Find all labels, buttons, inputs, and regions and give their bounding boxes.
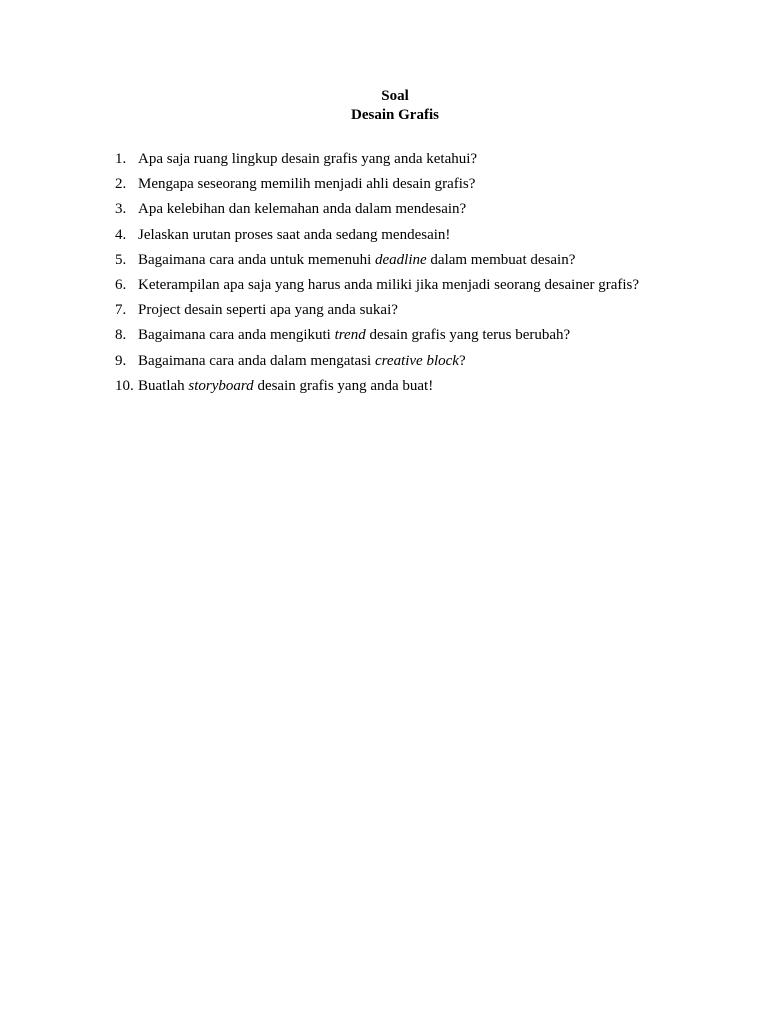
question-text-part: Jelaskan urutan proses saat anda sedang mendesain!	[138, 226, 451, 243]
question-text-part: Apa saja ruang lingkup desain grafis yang anda ketahui?	[138, 151, 478, 167]
question-number: 9.	[115, 352, 127, 369]
question-number: 10.	[115, 377, 134, 394]
question-text-part: dalam membuat desain?	[426, 251, 576, 268]
question-item	[115, 324, 715, 349]
question-number: 8.	[115, 327, 127, 344]
title-block	[0, 87, 768, 125]
question-number: 3.	[115, 201, 127, 218]
question-text-italic: deadline	[375, 251, 427, 268]
question-text	[138, 324, 570, 349]
question-number: 6.	[115, 276, 127, 293]
question-text-italic: creative block	[374, 352, 459, 369]
question-text-part: Apa kelebihan dan kelemahan anda dalam mendesain?	[138, 201, 467, 218]
question-item	[115, 198, 715, 223]
question-text-part: Keterampilan apa saja yang harus anda miliki jika menjadi seorang desainer grafis?	[138, 276, 640, 293]
question-text-part: Buatlah	[138, 377, 189, 394]
question-text-part: Bagaimana cara anda untuk memenuhi	[138, 251, 375, 268]
question-text	[138, 299, 398, 324]
question-number: 1.	[115, 151, 127, 167]
question-number: 2.	[115, 176, 127, 193]
question-text	[138, 350, 466, 375]
question-item	[115, 274, 715, 299]
question-number: 7.	[115, 302, 127, 319]
question-text-italic: storyboard	[188, 377, 254, 394]
document-subtitle: Desain Grafis	[351, 107, 439, 123]
question-text	[138, 249, 575, 274]
question-text-part: Project desain seperti apa yang anda sukai?	[138, 302, 398, 319]
question-item	[115, 249, 715, 274]
question-text	[138, 173, 475, 198]
question-text-italic: trend	[334, 327, 366, 344]
question-text-part: Bagaimana cara anda mengikuti	[138, 327, 335, 344]
question-item	[115, 299, 715, 324]
question-text	[138, 224, 450, 249]
question-text-part: desain grafis yang anda buat!	[253, 377, 434, 394]
question-item	[115, 350, 715, 375]
question-text	[138, 148, 477, 173]
question-text-part: ?	[458, 352, 466, 369]
document-title: Soal	[381, 88, 409, 104]
question-number: 4.	[115, 226, 127, 243]
question-text-part: desain grafis yang terus berubah?	[365, 327, 571, 344]
question-number: 5.	[115, 251, 127, 268]
question-list	[115, 148, 715, 400]
question-text-part: Mengapa seseorang memilih menjadi ahli desain grafis?	[138, 176, 476, 193]
question-text	[138, 375, 433, 400]
question-text	[138, 274, 639, 299]
question-item	[115, 375, 715, 400]
question-item	[115, 148, 715, 173]
question-item	[115, 224, 715, 249]
question-text	[138, 198, 466, 223]
question-item	[115, 173, 715, 198]
question-text-part: Bagaimana cara anda dalam mengatasi	[138, 352, 375, 369]
